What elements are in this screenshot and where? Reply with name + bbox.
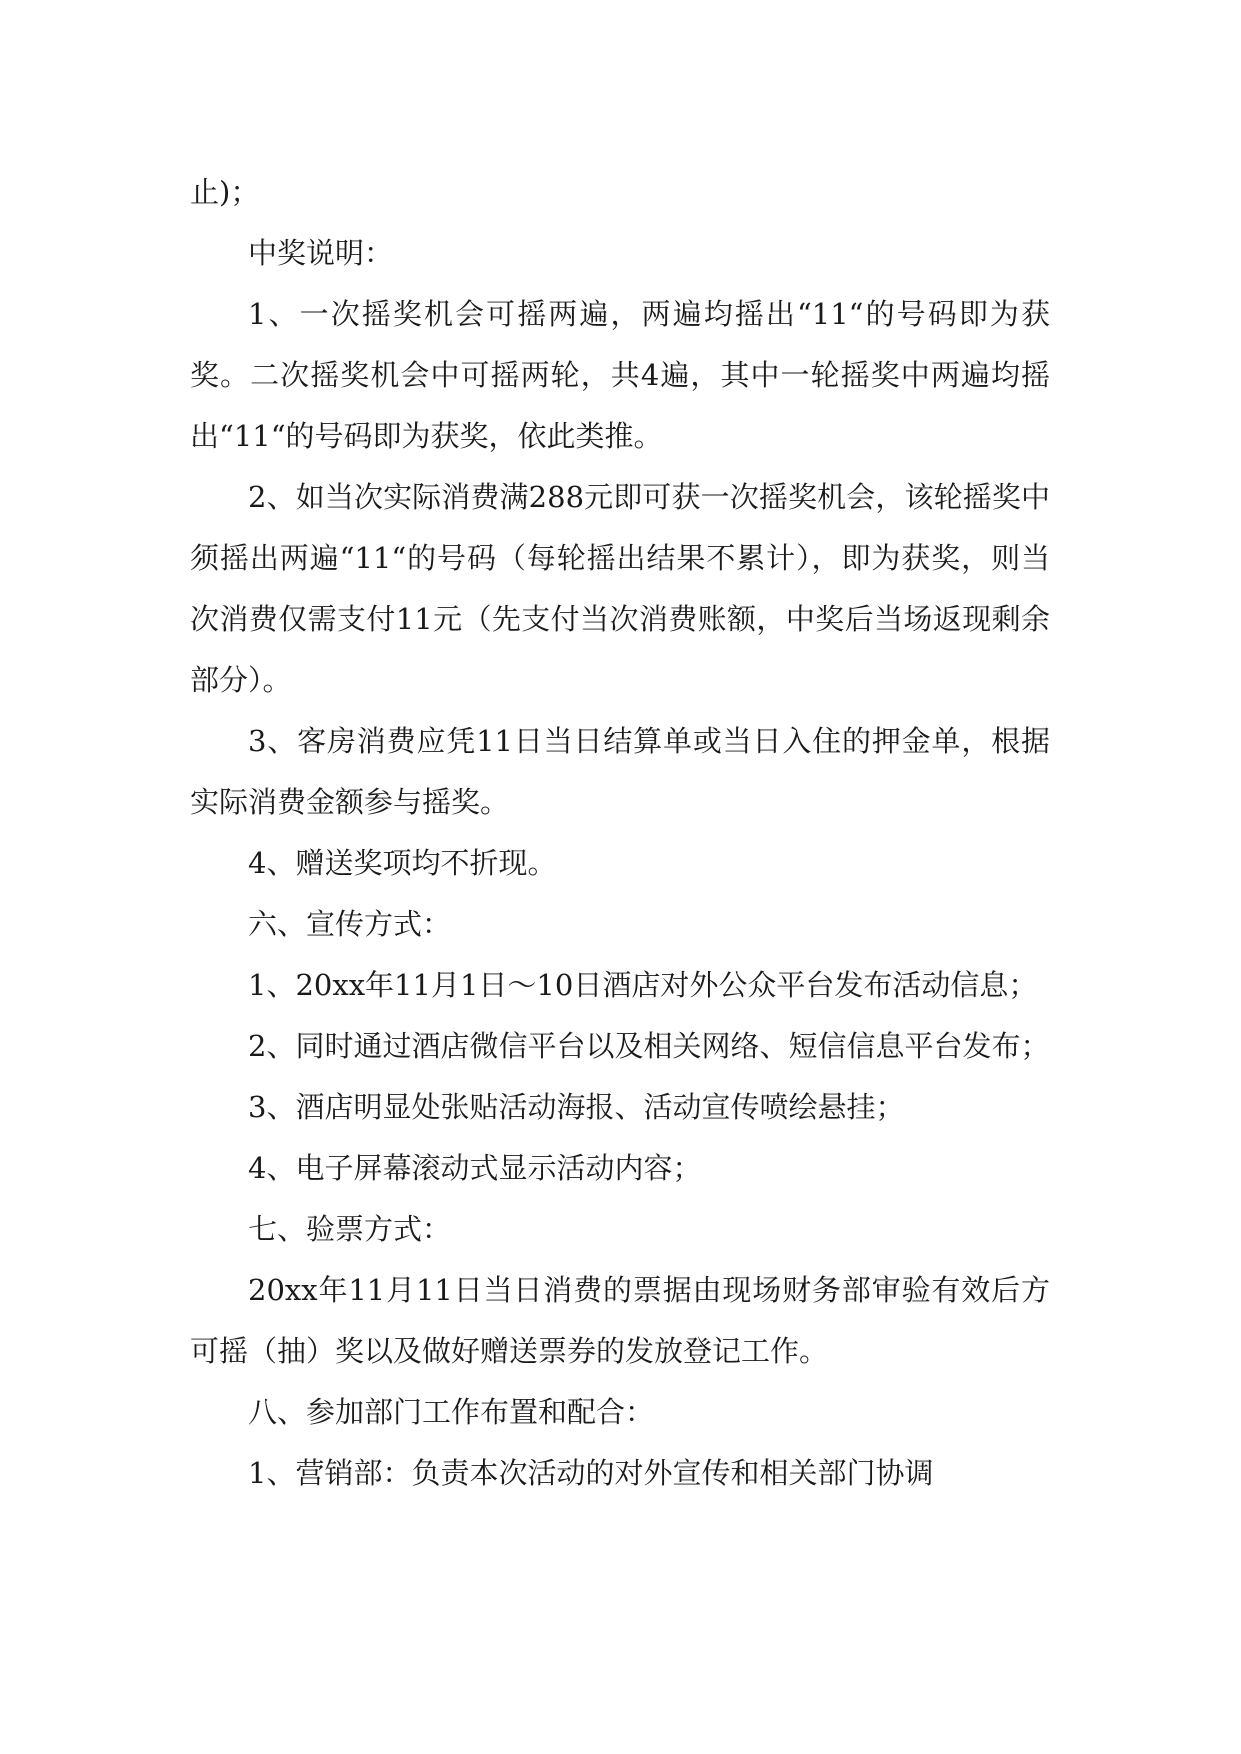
- section-heading-publicity: 六、宣传方式：: [248, 907, 452, 941]
- paragraph-publicity-2: 2、同时通过酒店微信平台以及相关网络、短信信息平台发布；: [248, 1029, 1050, 1063]
- paragraph-continuation: 止)；: [190, 175, 260, 209]
- paragraph-publicity-1: 1、20xx年11月1日～10日酒店对外公众平台发布活动信息；: [248, 968, 1038, 1002]
- section-heading-departments: 八、参加部门工作布置和配合：: [248, 1395, 655, 1429]
- paragraph-publicity-3: 3、酒店明显处张贴活动海报、活动宣传喷绘悬挂；: [248, 1090, 905, 1124]
- paragraph-department-marketing: 1、营销部：负责本次活动的对外宣传和相关部门协调: [248, 1456, 934, 1490]
- paragraph-prize-rule-3: 3、客房消费应凭11日当日结算单或当日入住的押金单，根据实际消费金额参与摇奖。: [190, 724, 1050, 819]
- paragraph-heading-prize-notes: 中奖说明：: [248, 236, 394, 270]
- paragraph-ticket-check: 20xx年11月11日当日消费的票据由现场财务部审验有效后方可摇（抽）奖以及做好赠送票券的发放登记工作。: [190, 1273, 1050, 1368]
- document-body: [190, 162, 1050, 1504]
- paragraph-prize-rule-1: 1、一次摇奖机会可摇两遍，两遍均摇出“11“的号码即为获奖。二次摇奖机会中可摇两轮，共4遍，其中一轮摇奖中两遍均摇出“11“的号码即为获奖，依此类推。: [190, 297, 1050, 453]
- section-heading-ticket-check: 七、验票方式：: [248, 1212, 452, 1246]
- paragraph-prize-rule-4: 4、赠送奖项均不折现。: [248, 846, 557, 880]
- paragraph-prize-rule-2: 2、如当次实际消费满288元即可获一次摇奖机会，该轮摇奖中须摇出两遍“11“的号码（每轮摇出结果不累计），即为获奖，则当次消费仅需支付11元（先支付当次消费账额，中奖后当场返现剩余部分）。: [190, 480, 1050, 697]
- paragraph-publicity-4: 4、电子屏幕滚动式显示活动内容；: [248, 1151, 702, 1185]
